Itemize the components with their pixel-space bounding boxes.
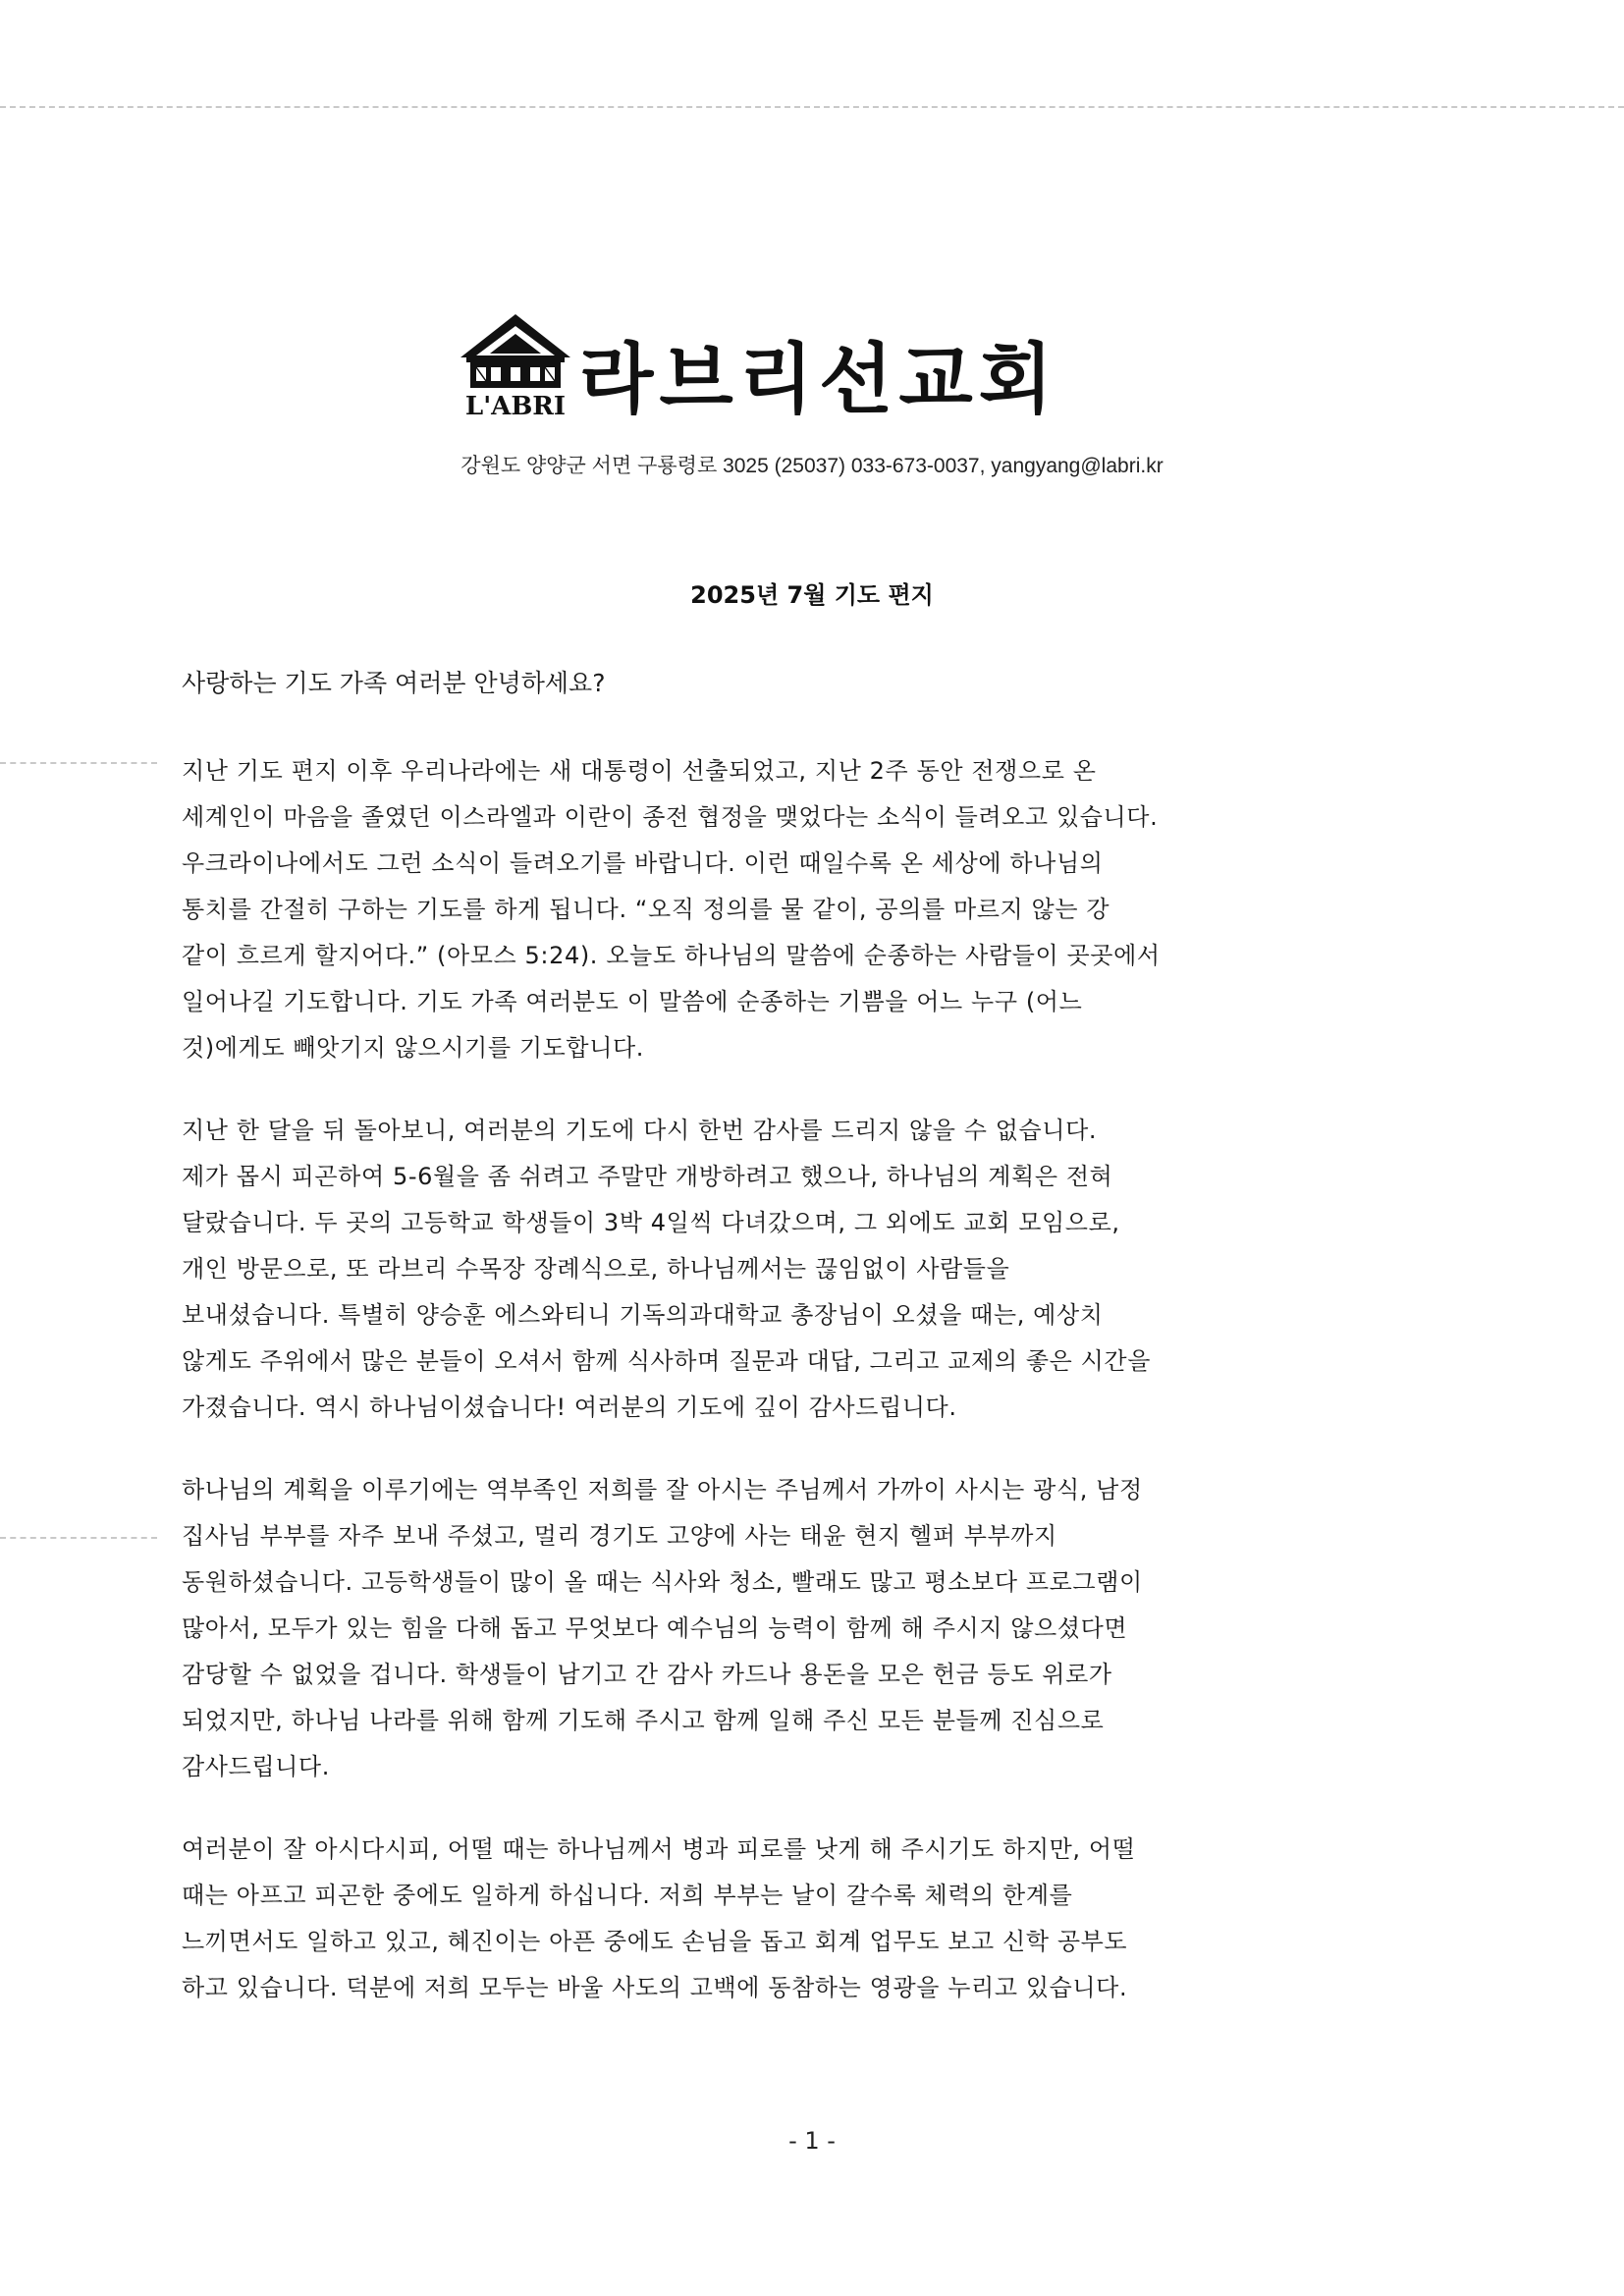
logo-text: L'ABRI — [464, 392, 567, 420]
paragraph-line: 가졌습니다. 역시 하나님이셨습니다! 여러분의 기도에 깊이 감사드립니다. — [182, 1394, 957, 1421]
paragraph-line: 되었지만, 하나님 나라를 위해 함께 기도해 주시고 함께 일해 주신 모든 분들께 진심으로 — [182, 1707, 1105, 1734]
greeting: 사랑하는 기도 가족 여러분 안녕하세요? — [182, 669, 606, 697]
paragraph-line: 감당할 수 없었을 겁니다. 학생들이 남기고 간 감사 카드나 용돈을 모은 헌금 등도 위로가 — [182, 1661, 1112, 1688]
scan-artifact-line — [0, 762, 157, 764]
scan-artifact-line — [0, 1537, 157, 1539]
paragraph-line: 감사드립니다. — [182, 1753, 330, 1780]
paragraph-2 — [182, 1108, 1448, 1431]
paragraph-line: 세계인이 마음을 졸였던 이스라엘과 이란이 종전 협정을 맺었다는 소식이 들려오고 있습니다. — [182, 803, 1159, 831]
letterhead — [457, 312, 1105, 424]
labri-house-logo — [457, 312, 574, 420]
paragraph-line: 통치를 간절히 구하는 기도를 하게 됩니다. “오직 정의를 물 같이, 공의를 마르지 않는 강 — [182, 896, 1110, 923]
letter-title: 2025년 7월 기도 편지 — [690, 581, 934, 609]
paragraph-line: 것)에게도 빼앗기지 않으시기를 기도합니다. — [182, 1034, 644, 1062]
paragraph-line: 같이 흐르게 할지어다.” (아모스 5:24). 오늘도 하나님의 말씀에 순종하는 사람들이 곳곳에서 — [182, 942, 1161, 969]
paragraph-1 — [182, 748, 1448, 1071]
paragraph-3 — [182, 1467, 1448, 1790]
paragraph-line: 개인 방문으로, 또 라브리 수목장 장례식으로, 하나님께서는 끊임없이 사람들을 — [182, 1255, 1010, 1283]
page-number: - 1 - — [788, 2127, 836, 2155]
organization-name: 라브리선교회 — [579, 335, 1059, 424]
paragraph-line: 보내셨습니다. 특별히 양승훈 에스와티니 기독의과대학교 총장님이 오셨을 때는, 예상치 — [182, 1301, 1104, 1329]
paragraph-line: 달랐습니다. 두 곳의 고등학교 학생들이 3박 4일씩 다녀갔으며, 그 외에도 교회 모임으로, — [182, 1209, 1120, 1236]
paragraph-line: 동원하셨습니다. 고등학생들이 많이 올 때는 식사와 청소, 빨래도 많고 평소보다 프로그램이 — [182, 1568, 1143, 1596]
paragraph-line: 하나님의 계획을 이루기에는 역부족인 저희를 잘 아시는 주님께서 가까이 사시는 광식, 남정 — [182, 1476, 1143, 1503]
paragraph-4 — [182, 1827, 1448, 2011]
paragraph-line: 지난 한 달을 뒤 돌아보니, 여러분의 기도에 다시 한번 감사를 드리지 않을 수 없습니다. — [182, 1117, 1098, 1144]
paragraph-line: 여러분이 잘 아시다시피, 어떨 때는 하나님께서 병과 피로를 낫게 해 주시기도 하지만, 어떨 — [182, 1835, 1136, 1863]
paragraph-line: 일어나길 기도합니다. 기도 가족 여러분도 이 말씀에 순종하는 기쁨을 어느 누구 (어느 — [182, 988, 1083, 1015]
paragraph-line: 때는 아프고 피곤한 중에도 일하게 하십니다. 저희 부부는 날이 갈수록 체력의 한계를 — [182, 1882, 1073, 1909]
contact-address: 강원도 양양군 서면 구룡령로 3025 (25037) 033-673-0037, yangyang@labri.kr — [460, 455, 1164, 477]
paragraph-line: 집사님 부부를 자주 보내 주셨고, 멀리 경기도 고양에 사는 태윤 현지 헬퍼 부부까지 — [182, 1522, 1057, 1550]
paragraph-line: 우크라이나에서도 그런 소식이 들려오기를 바랍니다. 이런 때일수록 온 세상에 하나님의 — [182, 849, 1104, 877]
paragraph-line: 느끼면서도 일하고 있고, 혜진이는 아픈 중에도 손님을 돕고 회계 업무도 보고 신학 공부도 — [182, 1928, 1128, 1955]
paragraph-line: 지난 기도 편지 이후 우리나라에는 새 대통령이 선출되었고, 지난 2주 동안 전쟁으로 온 — [182, 757, 1097, 785]
paragraph-line: 않게도 주위에서 많은 분들이 오셔서 함께 식사하며 질문과 대답, 그리고 교제의 좋은 시간을 — [182, 1347, 1151, 1375]
paragraph-line: 하고 있습니다. 덕분에 저희 모두는 바울 사도의 고백에 동참하는 영광을 누리고 있습니다. — [182, 1974, 1128, 2001]
scan-artifact-line — [0, 106, 1624, 108]
paragraph-line: 많아서, 모두가 있는 힘을 다해 돕고 무엇보다 예수님의 능력이 함께 해 주시지 않으셨다면 — [182, 1614, 1128, 1642]
paragraph-line: 제가 몹시 피곤하여 5-6월을 좀 쉬려고 주말만 개방하려고 했으나, 하나님의 계획은 전혀 — [182, 1163, 1113, 1190]
